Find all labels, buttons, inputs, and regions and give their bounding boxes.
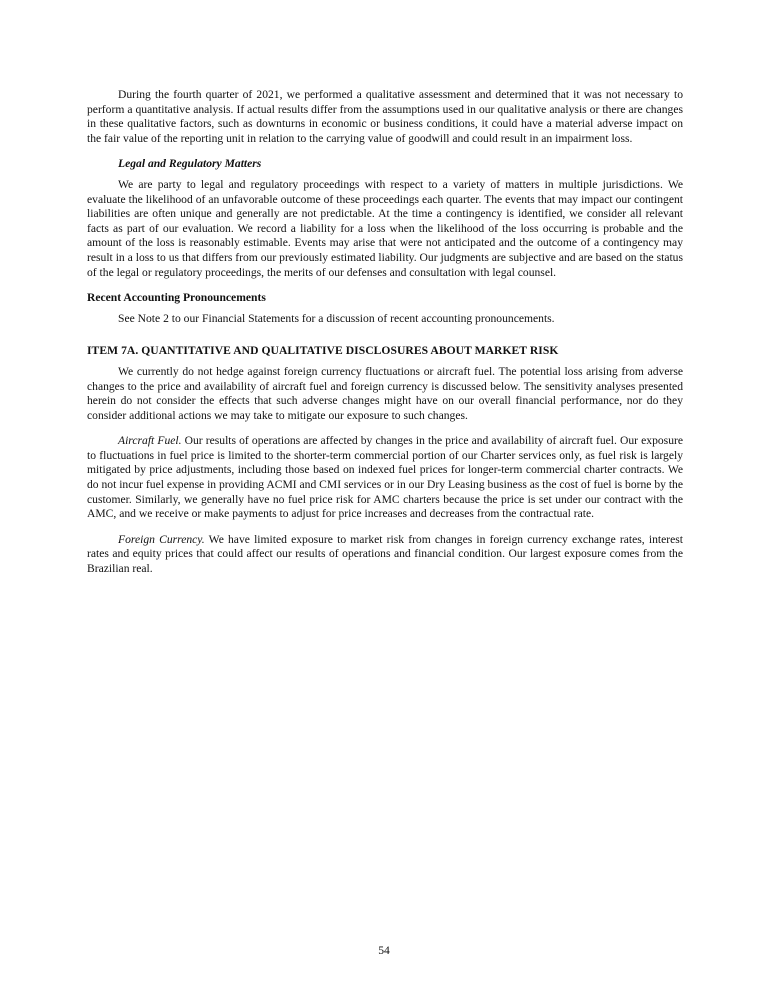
foreign-currency-text: We have limited exposure to market risk from changes in foreign currency exchange rates, interest rates and equity prices that could affect our results of operations and financial condition. Our largest exposure comes from the Brazilian real. bbox=[87, 532, 684, 576]
foreign-currency-paragraph bbox=[87, 533, 683, 577]
aircraft-fuel-label: Aircraft Fuel. bbox=[118, 434, 182, 448]
aircraft-fuel-text: Our results of operations are affected by changes in the price and availability of aircraft fuel. Our exposure to fluctuations in fuel price is limited to the shorter-term commercial portion of our Charter services only, as fuel risk is largely mitigated by price adjustments, including those based on indexed fuel prices for longer-term commercial charter contracts. We do not incur fuel expense in providing ACMI and CMI services or in our Dry Leasing business as the cost of fuel is borne by the customer. Similarly, we generally have no fuel price risk for AMC charters because the price is set under our contract with the AMC, and we receive or make payments to adjust for price increases and decreases from the contractual rate. bbox=[87, 434, 683, 521]
aircraft-fuel-paragraph bbox=[87, 434, 683, 522]
market-risk-paragraph: We currently do not hedge against foreign currency fluctuations or aircraft fuel. The potential loss arising from adverse changes to the price and availability of aircraft fuel and foreign currency is discussed below. The sensitivity analyses presented herein do not consider the effects that such adverse changes might have on our overall financial performance, nor do they consider additional actions we may take to mitigate our exposure to such changes. bbox=[87, 364, 683, 422]
item-7a-heading: ITEM 7A. QUANTITATIVE AND QUALITATIVE DISCLOSURES ABOUT MARKET RISK bbox=[87, 344, 559, 358]
legal-regulatory-heading: Legal and Regulatory Matters bbox=[118, 157, 262, 171]
recent-pronouncements-paragraph: See Note 2 to our Financial Statements for a discussion of recent accounting pronouncements. bbox=[118, 311, 555, 325]
recent-pronouncements-heading: Recent Accounting Pronouncements bbox=[87, 291, 266, 305]
foreign-currency-label: Foreign Currency. bbox=[118, 532, 205, 546]
page-number: 54 bbox=[378, 944, 390, 957]
document-page bbox=[87, 88, 683, 577]
legal-regulatory-paragraph: We are party to legal and regulatory proceedings with respect to a variety of matters in multiple jurisdictions. We evaluate the likelihood of an unfavorable outcome of these proceedings each quarter. The events that may impact our contingent liabilities are often unique and generally are not predictable. At the time a contingency is identified, we consider all relevant facts as part of our evaluation. We record a liability for a loss when the likelihood of the loss occurring is probable and the amount of the loss is reasonably estimable. Events may arise that were not anticipated and the outcome of a contingency may result in a loss to us that differs from our previously estimated liability. Our judgments are subjective and are based on the status of the legal or regulatory proceedings, the merits of our defenses and consultation with legal counsel. bbox=[87, 177, 683, 279]
goodwill-paragraph: During the fourth quarter of 2021, we performed a qualitative assessment and determined that it was not necessary to perform a quantitative analysis. If actual results differ from the assumptions used in our qualitative analysis or there are changes in these qualitative factors, such as downturns in economic or business conditions, it could have a material adverse impact on the fair value of the reporting unit in relation to the carrying value of goodwill and could result in an impairment loss. bbox=[87, 88, 683, 145]
